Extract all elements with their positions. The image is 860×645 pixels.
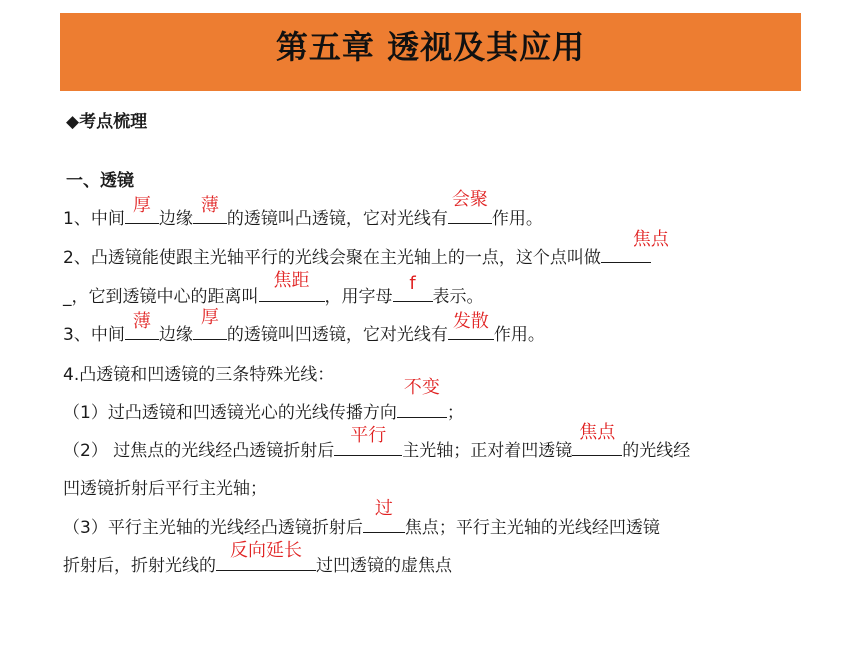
answer-text: 焦点 <box>579 422 616 444</box>
line-1: 1、中间 厚 边缘 薄 的透镜叫凸透镜，它对光线有 会聚 作用。 <box>63 189 543 229</box>
answer-text: 不变 <box>403 377 440 399</box>
answer-blank <box>397 377 447 418</box>
answer-blank <box>259 270 325 302</box>
answer-text: 薄 <box>132 311 151 333</box>
line-2: 2、凸透镜能使跟主光轴平行的光线会聚在主光轴上的一点，这个点叫做 焦点 <box>63 243 651 268</box>
answer-text: 厚 <box>132 195 151 217</box>
answer-text: 会聚 <box>451 189 488 211</box>
answer-blank <box>572 422 622 456</box>
answer-text: f <box>409 273 416 295</box>
page-title: 第五章 透视及其应用 <box>275 28 586 66</box>
title-banner <box>60 13 801 91</box>
answer-text: 过 <box>374 498 393 520</box>
answer-blank <box>216 540 316 571</box>
answer-text: 发散 <box>452 311 489 333</box>
answer-blank <box>334 425 402 456</box>
answer-text: 薄 <box>200 195 219 217</box>
line-3: _，它到透镜中心的距离叫 焦距 ，用字母 f 表示。 <box>63 270 484 307</box>
answer-text: 反向延长 <box>230 540 302 562</box>
line-5: 4.凸透镜和凹透镜的三条特殊光线： <box>63 365 335 385</box>
answer-blank <box>125 311 159 340</box>
answer-blank <box>125 195 159 224</box>
answer-blank <box>448 189 492 224</box>
line-8: 凹透镜折射后平行主光轴； <box>63 479 267 499</box>
answer-blank <box>601 229 669 263</box>
section-header: ◆考点梳理 <box>66 112 148 132</box>
line-4: 3、中间 薄 边缘 厚 的透镜叫凹透镜，它对光线有 发散 作用。 <box>63 307 545 345</box>
answer-blank <box>193 307 227 340</box>
answer-text: 焦点 <box>632 229 669 251</box>
line-7: （2） 过焦点的光线经凸透镜折射后 平行 主光轴；正对着凹透镜 焦点 的光线经 <box>63 422 691 461</box>
answer-blank <box>193 195 227 224</box>
answer-text: 平行 <box>350 425 387 447</box>
line-10: 折射后，折射光线的 反向延长 过凹透镜的虚焦点 <box>63 540 452 576</box>
answer-blank <box>393 273 433 302</box>
answer-blank <box>363 498 405 533</box>
line-9: （3）平行主光轴的光线经凸透镜折射后 过 焦点；平行主光轴的光线经凹透镜 <box>63 498 660 538</box>
answer-text: 焦距 <box>273 270 310 292</box>
answer-blank <box>448 311 494 340</box>
line-6: （1）过凸透镜和凹透镜光心的光线传播方向 不变 ； <box>63 377 464 423</box>
answer-text: 厚 <box>200 307 219 329</box>
sub-header: 一、透镜 <box>66 171 134 191</box>
